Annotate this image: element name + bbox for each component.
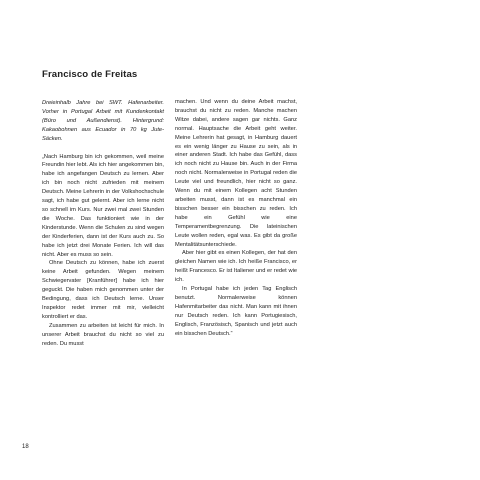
text-column-right (175, 98, 297, 338)
article-title: Francisco de Freitas (42, 69, 138, 80)
intro-paragraph: Dreieinhalb Jahre bei SWT. Hafenarbeiter. Vorher in Portugal Arbeit mit Kundenkontakt (Büro und Außendienst). Hintergrund: Kakaobohnen aus Ecuador in 70 kg Jute-Säcken. (42, 100, 164, 142)
page-number: 18 (22, 444, 29, 450)
body-paragraph: Zusammen zu arbeiten ist leicht für mich. In unserer Arbeit brauchst du nicht so viel zu reden. Du musst (42, 322, 164, 347)
body-paragraph: Aber hier gibt es einen Kollegen, der hat den gleichen Namen wie ich. Ich heiße Francisco, er heißt Francesco. Er ist Italiener und er redet wie ich. (175, 250, 297, 284)
body-paragraph: In Portugal habe ich jeden Tag Englisch benutzt. Normalerweise können Hafenmitarbeiter das nicht. Man kann mit ihnen nur Deutsch reden. Ich kann Portugiesisch, Englisch, Französisch, Spanisch und jetzt auch ein bisschen Deutsch.“ (175, 286, 297, 337)
text-column-left (42, 99, 164, 348)
body-paragraph: Ohne Deutsch zu können, habe ich zuerst keine Arbeit gefunden. Wegen meinem Schwiegervater [Kranführer] habe ich hier geguckt. Die haben mich genommen unter der Bedingung, dass ich Deutsch lerne. Unser Inspektor redet immer mit mir, vielleicht kontrolliert er das. (42, 260, 164, 320)
body-paragraph: „Nach Hamburg bin ich gekommen, weil meine Freundin hier lebt. Als ich hier angekommen bin, habe ich angefangen Deutsch zu lernen. Aber ich bin noch nicht zufrieden mit meinem Deutsch. Meine Lehrerin in der Volkshochschule sagt, ich habe gut gelernt. Aber ich lerne nicht so schnell im Kurs. Nur zwei mal zwei Stunden die Woche. Das funktioniert wie in der Kinderstunde. Wenn die Schulen zu sind wegen der Kinderferien, dann ist der Kurs auch zu. So habe ich jetzt drei Monate Ferien. Ich will das nicht. Aber es muss so sein. (42, 153, 164, 258)
body-paragraph: machen. Und wenn du deine Arbeit machst, brauchst du nicht zu reden. Manche machen Witze dabei, andere sagen gar nichts. Ganz normal. Hauptsache die Arbeit geht weiter. Meine Lehrerin hat gesagt, in Hamburg dauert es ein wenig länger zu Hause zu sein, als in einer anderen Stadt. Ich habe das Gefühl, dass ich noch nicht zu Hause bin. Auch in der Firma noch nicht. Normalerweise in Portugal reden die Leute viel und freundlich, hier nicht so ganz. Wenn du mit einem Kollegen acht Stunden arbeiten musst, dann ist es manchmal ein bisschen besser ein bisschen zu reden. Ich habe ein Gefühl wie eine Temperamentbegrenzung. Die lateinischen Leute wollen reden, egal was. Es gibt da große Mentalitätsunterschiede. (175, 99, 297, 248)
